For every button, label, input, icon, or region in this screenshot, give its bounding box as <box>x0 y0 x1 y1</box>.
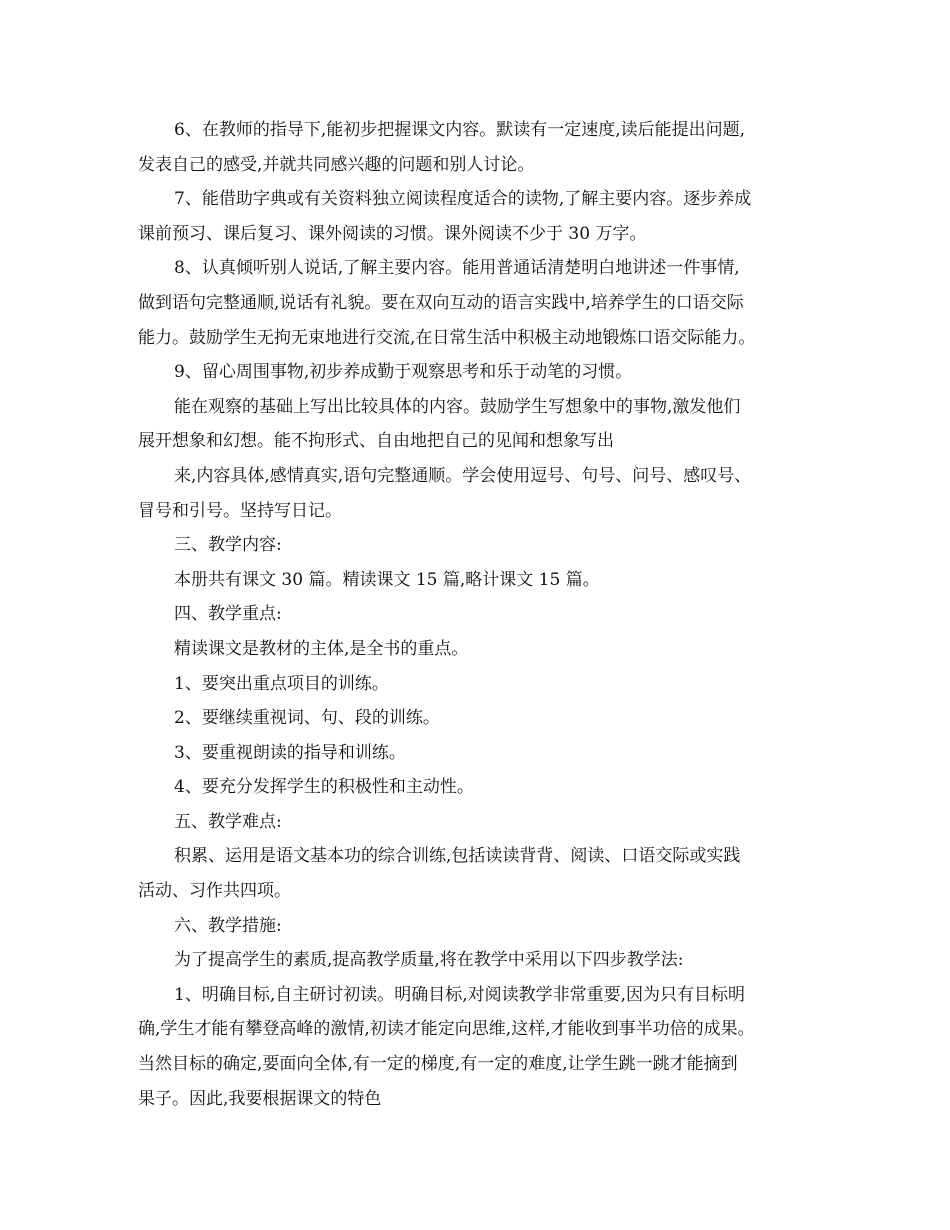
text-line: 能在观察的基础上写出比较具体的内容。鼓励学生写想象中的事物,激发他们 <box>174 396 741 417</box>
document-body <box>138 113 828 1116</box>
list-item: 1、要突出重点项目的训练。 <box>174 673 389 694</box>
section-heading: 五、教学难点: <box>174 811 282 832</box>
text-line: 本册共有课文 30 篇。精读课文 15 篇,略计课文 15 篇。 <box>174 569 600 590</box>
section-heading: 四、教学重点: <box>174 604 282 625</box>
text-line: 7、能借助字典或有关资料独立阅读程度适合的读物,了解主要内容。逐步养成 <box>174 189 752 210</box>
text-line: 冒号和引号。坚持写日记。 <box>138 500 342 521</box>
text-line: 活动、习作共四项。 <box>138 881 291 902</box>
text-line: 来,内容具体,感情真实,语句完整通顺。学会使用逗号、句号、问号、感叹号、 <box>174 465 752 486</box>
list-item: 4、要充分发挥学生的积极性和主动性。 <box>174 777 474 798</box>
text-line: 8、认真倾听别人说话,了解主要内容。能用普通话清楚明白地讲述一件事情, <box>174 258 740 279</box>
text-line: 6、在教师的指导下,能初步把握课文内容。默读有一定速度,读后能提出问题, <box>174 120 746 140</box>
text-line: 做到语句完整通顺,说话有礼貌。要在双向互动的语言实践中,培养学生的口语交际 <box>138 292 744 313</box>
text-line: 果子。因此,我要根据课文的特色 <box>138 1088 382 1109</box>
text-line: 发表自己的感受,并就共同感兴趣的问题和别人讨论。 <box>138 154 535 175</box>
text-line: 确,学生才能有攀登高峰的激情,初读才能定向思维,这样,才能收到事半功倍的成果。 <box>138 1019 755 1040</box>
text-line: 当然目标的确定,要面向全体,有一定的梯度,有一定的难度,让学生跳一跳才能摘到 <box>138 1054 738 1075</box>
list-item: 3、要重视朗读的指导和训练。 <box>174 742 406 763</box>
text-line: 课前预习、课后复习、课外阅读的习惯。课外阅读不少于 30 万字。 <box>138 223 647 244</box>
text-line: 精读课文是教材的主体,是全书的重点。 <box>174 638 469 659</box>
text-line: 为了提高学生的素质,提高教学质量,将在教学中采用以下四步教学法: <box>174 950 684 971</box>
text-line: 能力。鼓励学生无拘无束地进行交流,在日常生活中积极主动地锻炼口语交际能力。 <box>138 327 756 348</box>
list-item: 2、要继续重视词、句、段的训练。 <box>174 708 440 729</box>
section-heading: 六、教学措施: <box>174 915 282 936</box>
text-line: 展开想象和幻想。能不拘形式、自由地把自己的见闻和想象写出 <box>138 431 614 452</box>
text-line: 1、明确目标,自主研讨初读。明确目标,对阅读教学非常重要,因为只有目标明 <box>174 984 746 1005</box>
section-heading: 三、教学内容: <box>174 535 282 556</box>
text-line: 积累、运用是语文基本功的综合训练,包括读读背背、阅读、口语交际或实践 <box>174 846 741 867</box>
text-line: 9、留心周围事物,初步养成勤于观察思考和乐于动笔的习惯。 <box>174 362 633 383</box>
